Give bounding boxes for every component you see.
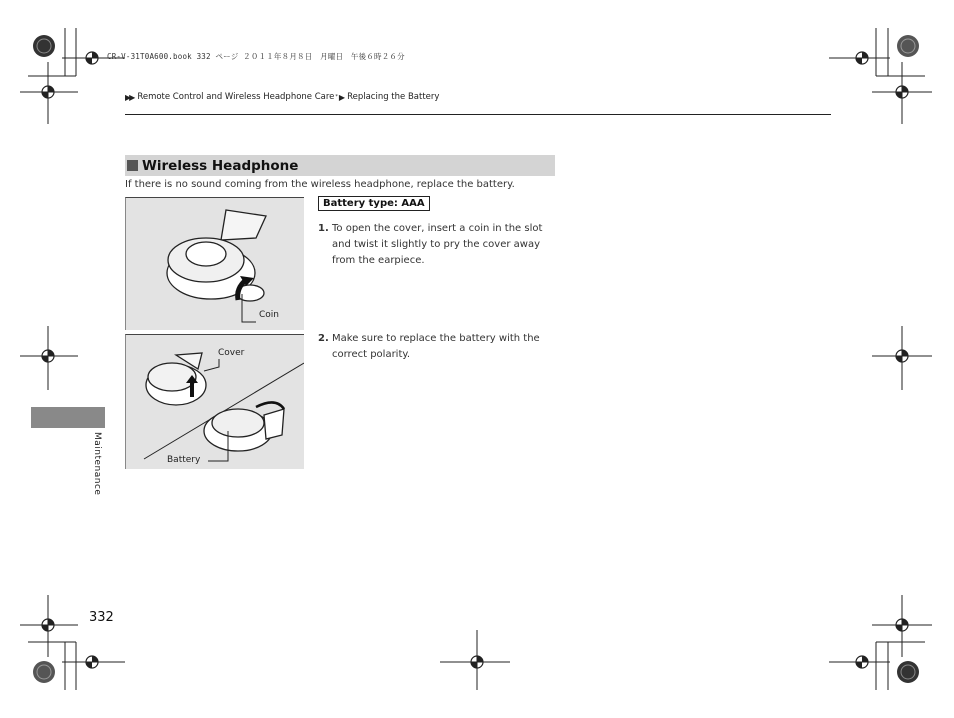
intro-text: If there is no sound coming from the wireless headphone, replace the battery.: [125, 179, 515, 190]
cover-callout: Cover: [218, 348, 245, 358]
step-line: To open the cover, insert a coin in the slot: [332, 223, 543, 234]
step-2: [318, 331, 558, 365]
page-number: 332: [89, 610, 114, 625]
step-text: [332, 331, 557, 363]
breadcrumb-part-2[interactable]: Replacing the Battery: [347, 92, 440, 102]
chapter-tab[interactable]: [31, 407, 105, 428]
header-rule: [125, 114, 831, 115]
step-line: from the earpiece.: [332, 255, 425, 266]
battery-illustration: [125, 334, 304, 469]
square-bullet-icon: [127, 160, 138, 171]
step-line: Make sure to replace the battery with the: [332, 333, 540, 344]
step-line: correct polarity.: [332, 349, 411, 360]
step-text: [332, 221, 557, 269]
step-number: 2.: [318, 333, 329, 344]
battery-callout: Battery: [167, 455, 201, 465]
breadcrumb-part-1[interactable]: Remote Control and Wireless Headphone Care: [137, 92, 335, 102]
section-title: Wireless Headphone: [142, 157, 299, 174]
chapter-label: Maintenance: [92, 432, 102, 496]
arrow-icon: ▶: [338, 92, 346, 102]
coin-illustration: [125, 197, 304, 330]
print-header: CR-V-31T0A600.book 332 ページ ２０１１年８月８日 月曜日 午後６時２６分: [107, 52, 405, 61]
breadcrumb: [125, 92, 439, 102]
double-arrow-icon: ▶▶: [125, 92, 134, 102]
section-header: [125, 155, 555, 176]
step-number: 1.: [318, 223, 329, 234]
breadcrumb-asterisk: *: [335, 94, 338, 100]
step-1: [318, 221, 558, 271]
step-line: and twist it slightly to pry the cover away: [332, 239, 540, 250]
battery-type-badge: Battery type: AAA: [318, 196, 430, 211]
coin-callout: Coin: [259, 310, 279, 320]
